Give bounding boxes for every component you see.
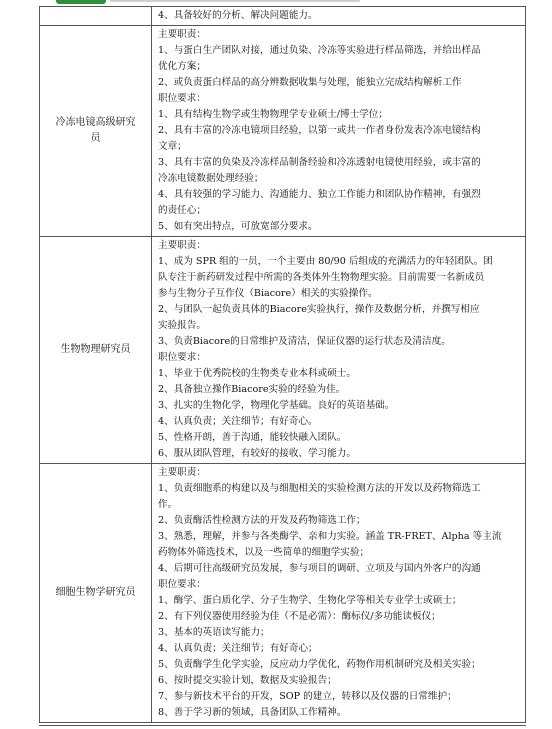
role-cell bbox=[40, 464, 152, 723]
desc-line: 8、善于学习新的领域，具备团队工作精神。 bbox=[158, 707, 347, 718]
role-title: 冷冻电镜高级研究 bbox=[55, 117, 136, 128]
role-cell bbox=[40, 7, 152, 26]
desc-line: 作。 bbox=[158, 499, 178, 510]
desc-line: 1、负责细胞系的构建以及与细胞相关的实验检测方法的开发以及药物筛选工 bbox=[158, 483, 481, 494]
desc-line: 3、具有丰富的负染及冷冻样品制备经验和冷冻透射电镜使用经验，或丰富的 bbox=[158, 157, 481, 168]
desc-cell bbox=[152, 26, 526, 237]
header-text-cutoff bbox=[110, 0, 360, 2]
role-cell bbox=[40, 26, 152, 237]
desc-line: 4、认真负责；关注细节；有好奇心； bbox=[158, 643, 318, 654]
desc-line: 4、后期可往高级研究员发展，参与项目的调研、立项及与国内外客户的沟通 bbox=[158, 563, 481, 574]
desc-line: 3、基本的英语读写能力； bbox=[158, 627, 270, 638]
desc-line: 优化方案； bbox=[158, 61, 206, 72]
desc-line: 7、参与新技术平台的开发，SOP 的建立，转移以及仪器的日常维护； bbox=[158, 691, 457, 702]
desc-line: 5、负责酶学生化学实验，反应动力学优化，药物作用机制研究及相关实验； bbox=[158, 659, 481, 670]
footer-divider bbox=[39, 725, 526, 726]
desc-line: 1、具有结构生物学或生物物理学专业硕士/博士学位； bbox=[158, 109, 388, 120]
desc-cell bbox=[152, 237, 526, 464]
desc-line: 3、负责Biacore的日常维护及清洁，保证仪器的运行状态及清洁度。 bbox=[158, 336, 451, 347]
desc-line: 4、认真负责；关注细节；有好奇心。 bbox=[158, 416, 318, 427]
desc-line: 2、具备独立操作Biacore实验的经验为佳。 bbox=[158, 384, 346, 395]
desc-line: 的责任心； bbox=[158, 205, 206, 216]
desc-line: 1、成为 SPR 组的一员，一个主要由 80/90 后组成的充满活力的年轻团队。团 bbox=[158, 256, 493, 267]
table-row bbox=[40, 464, 526, 723]
section-heading: 职位要求： bbox=[158, 579, 206, 590]
section-heading: 主要职责： bbox=[158, 240, 206, 251]
desc-line: 1、与蛋白生产团队对接，通过负染、冷冻等实验进行样品筛选，并给出样品 bbox=[158, 45, 481, 56]
desc-line: 实验报告。 bbox=[158, 320, 206, 331]
desc-line: 3、熟悉，理解，并参与各类酶学、亲和力实验。涵盖 TR-FRET、Alpha 等主流 bbox=[158, 531, 502, 542]
table-row bbox=[40, 26, 526, 237]
desc-line: 5、如有突出特点，可放宽部分要求。 bbox=[158, 221, 318, 232]
desc-line: 5、性格开朗，善于沟通，能较快融入团队。 bbox=[158, 432, 347, 443]
role-title: 员 bbox=[90, 133, 101, 144]
desc-line: 文章； bbox=[158, 141, 187, 152]
company-logo bbox=[56, 0, 106, 4]
section-heading: 职位要求： bbox=[158, 93, 206, 104]
desc-line: 2、与团队一起负责具体的Biacore实验执行，操作及数据分析，并撰写相应 bbox=[158, 304, 480, 315]
table-row bbox=[40, 7, 526, 26]
desc-line: 队专注于新药研发过程中所需的各类体外生物物理实验。目前需要一名新成员 bbox=[158, 272, 485, 283]
job-table bbox=[39, 6, 526, 723]
desc-line: 1、酶学、蛋白质化学、分子生物学、生物化学等相关专业学士或硕士； bbox=[158, 595, 462, 606]
desc-line: 2、具有丰富的冷冻电镜项目经验，以第一或共一作者身份发表冷冻电镜结构 bbox=[158, 125, 481, 136]
desc-line: 3、扎实的生物化学，物理化学基础。良好的英语基础。 bbox=[158, 400, 395, 411]
desc-line: 2、或负责蛋白样品的高分辨数据收集与处理，能独立完成结构解析工作 bbox=[158, 77, 462, 88]
desc-line: 4、具有较强的学习能力、沟通能力、独立工作能力和团队协作精神，有强烈 bbox=[158, 189, 481, 200]
desc-line: 药物体外筛选技术，以及一些简单的细胞学实验； bbox=[158, 547, 370, 558]
table-row bbox=[40, 237, 526, 464]
section-heading: 职位要求： bbox=[158, 352, 206, 363]
role-cell bbox=[40, 237, 152, 464]
section-heading: 主要职责： bbox=[158, 29, 206, 40]
desc-cell bbox=[152, 7, 526, 26]
desc-line: 冷冻电镜数据处理经验； bbox=[158, 173, 264, 184]
desc-line: 2、负责酶活性检测方法的开发及药物筛选工作； bbox=[158, 515, 366, 526]
desc-line: 6、服从团队管理，有较好的接收、学习能力。 bbox=[158, 448, 356, 459]
desc-line: 参与生物分子互作仪（Biacore）相关的实验操作。 bbox=[158, 288, 378, 299]
desc-line: 6、按时提交实验计划，数据及实验报告； bbox=[158, 675, 337, 686]
role-title: 生物物理研究员 bbox=[60, 344, 131, 355]
desc-line: 4、具备较好的分析、解决问题能力。 bbox=[158, 10, 318, 21]
desc-cell bbox=[152, 464, 526, 723]
desc-line: 2、有下列仪器使用经验为佳（不是必需）：酶标仪/多功能读板仪； bbox=[158, 611, 441, 622]
role-title: 细胞生物学研究员 bbox=[55, 587, 136, 598]
desc-line: 1、毕业于优秀院校的生物类专业本科或硕士。 bbox=[158, 368, 356, 379]
section-heading: 主要职责： bbox=[158, 467, 206, 478]
